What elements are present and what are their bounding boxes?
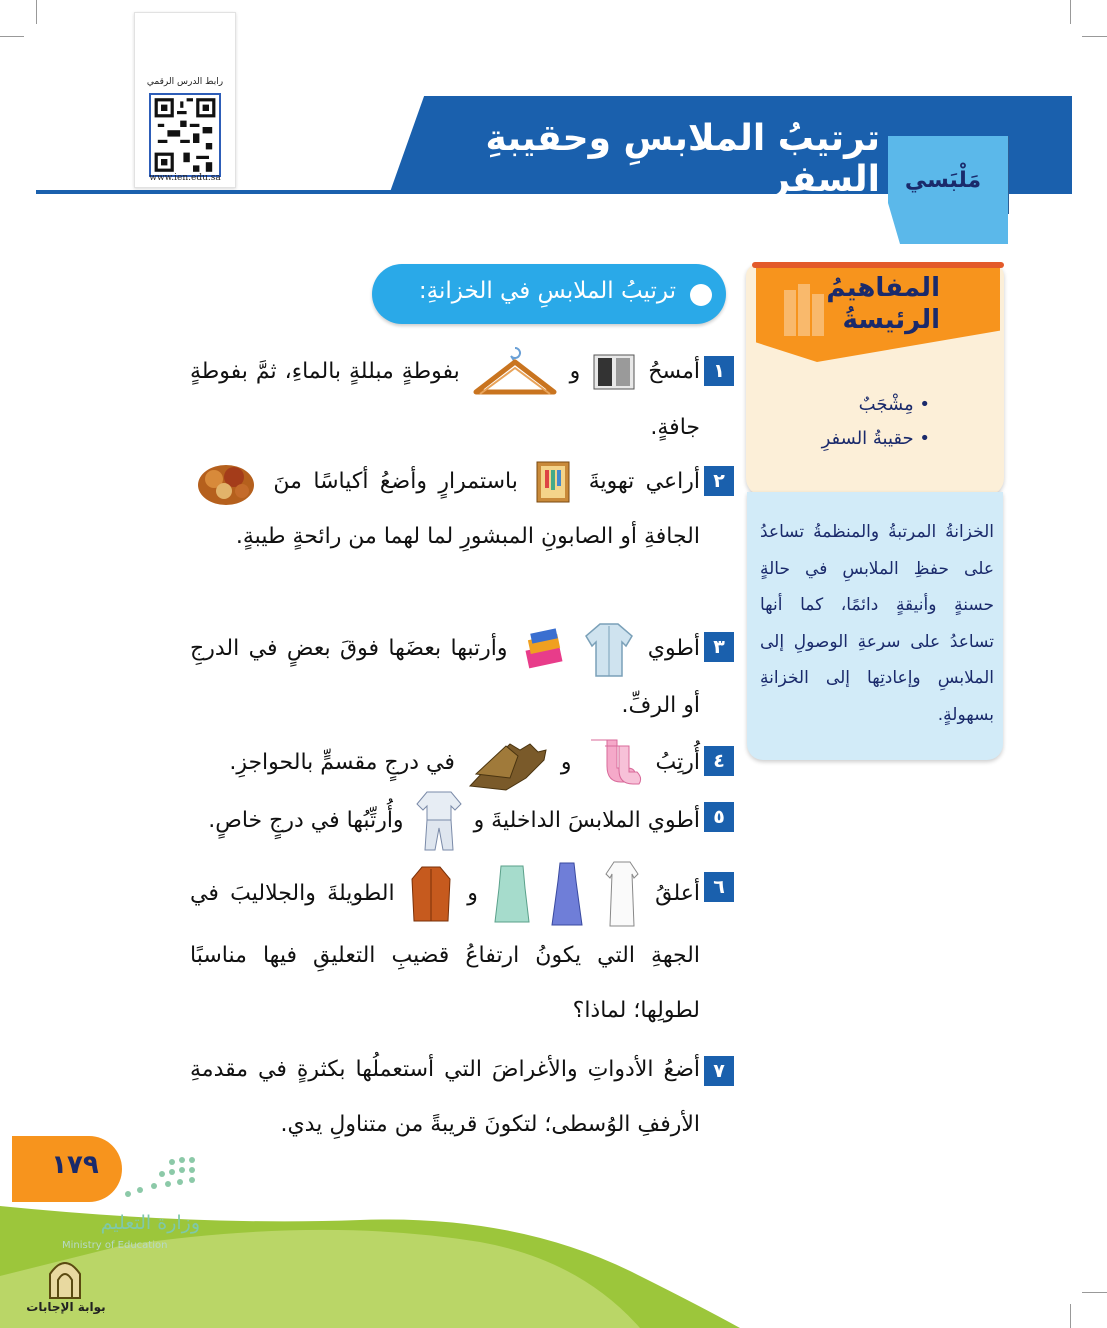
crop-mark bbox=[0, 36, 24, 37]
step-number: ١ bbox=[704, 356, 734, 386]
step-text: أعلقُ bbox=[655, 881, 700, 906]
folded-clothes-icon bbox=[521, 627, 567, 671]
ministry-logo-dots-icon bbox=[120, 1156, 200, 1200]
key-concepts-banner-edge bbox=[752, 262, 1004, 268]
step-text: باستمرارٍ وأضعُ أكياسًا منَ bbox=[273, 469, 518, 494]
closet-icon bbox=[592, 353, 636, 391]
bullet-icon bbox=[690, 284, 712, 306]
step-text: و bbox=[560, 750, 572, 775]
step-number: ٣ bbox=[704, 632, 734, 662]
step-7 bbox=[190, 1042, 700, 1152]
socks-icon bbox=[583, 738, 645, 788]
step-number: ٦ bbox=[704, 872, 734, 902]
thobe-icon bbox=[604, 860, 640, 928]
step-5 bbox=[190, 790, 700, 852]
step-text: أضعُ الأدواتِ والأغراضَ التي أستعملُها بكثرةٍ في مقدمةِ الأرففِ الوُسطى؛ لتكونَ قريبةً من متناولِ يدي. bbox=[190, 1057, 700, 1137]
pajamas-icon bbox=[415, 790, 463, 852]
key-concepts-title-line1: المفاهيمُ bbox=[826, 273, 940, 303]
step-text: أُرتِبُ bbox=[655, 750, 700, 775]
qr-card[interactable] bbox=[134, 12, 236, 188]
ministry-name-english: Ministry of Education bbox=[62, 1240, 168, 1251]
step-text: و bbox=[467, 881, 478, 906]
step-text: و bbox=[569, 359, 581, 384]
gateway-label: بوابة الإجابات bbox=[26, 1300, 106, 1314]
step-text: أطوي bbox=[647, 636, 700, 661]
step-number: ٧ bbox=[704, 1056, 734, 1086]
step-text: أراعي تهويةَ bbox=[588, 469, 700, 494]
step-number: ٤ bbox=[704, 746, 734, 776]
step-text: أطوي الملابسَ الداخليةَ و bbox=[473, 808, 700, 833]
coat-icon bbox=[410, 865, 452, 923]
qr-code-icon[interactable] bbox=[149, 93, 221, 177]
step-4 bbox=[190, 734, 700, 792]
hanger-icon bbox=[472, 344, 558, 400]
step-text: وأرتبها بعضَها فوقَ بعضٍ في الدرجِ أو الرفِّ. bbox=[190, 636, 700, 718]
step-text: بفوطةٍ مبللةٍ بالماءِ، ثمَّ بفوطةٍ جافةٍ. bbox=[190, 359, 700, 440]
step-text: الجافةِ أو الصابونِ المبشورِ لما لهما من رائحةٍ طيبةٍ. bbox=[235, 524, 700, 549]
potpourri-icon bbox=[194, 455, 258, 509]
step-3 bbox=[190, 620, 700, 733]
qr-caption: رابط الدرس الرقمي bbox=[146, 77, 224, 87]
key-concept-item: • مِشْجَبٌ bbox=[770, 388, 930, 422]
key-concept-item: • حقيبةُ السفرِ bbox=[770, 422, 930, 456]
step-number: ٢ bbox=[704, 466, 734, 496]
step-6 bbox=[190, 860, 700, 1038]
key-concepts-title bbox=[770, 272, 940, 336]
crop-mark bbox=[1082, 36, 1107, 37]
open-wardrobe-icon bbox=[533, 460, 573, 504]
qr-url[interactable]: www.ien.edu.sa bbox=[149, 173, 221, 183]
section-heading: ترتيبُ الملابسِ في الخزانةِ: bbox=[418, 278, 676, 304]
step-text: في درجٍ مقسمٍّ بالحواجزِ. bbox=[229, 750, 455, 775]
page-number: ١٧٩ bbox=[51, 1150, 99, 1180]
gateway-logo-icon bbox=[44, 1256, 86, 1300]
page-title: ترتيبُ الملابسِ وحقيبةِ السفرِ bbox=[485, 118, 880, 200]
unit-tab-label: مَلْبَسي bbox=[904, 168, 982, 193]
shirt-icon bbox=[584, 620, 634, 678]
key-concepts-list bbox=[770, 388, 930, 456]
crop-mark bbox=[36, 0, 37, 24]
ministry-name-arabic: وزارة التعليم bbox=[100, 1212, 200, 1234]
step-number: ٥ bbox=[704, 802, 734, 832]
step-1 bbox=[190, 344, 700, 455]
step-2 bbox=[190, 454, 700, 564]
gloves-icon bbox=[466, 734, 550, 792]
crop-mark bbox=[1070, 0, 1071, 24]
key-concepts-title-line2: الرئيسةُ bbox=[842, 305, 940, 335]
dress-icon bbox=[550, 861, 584, 927]
step-text: وأُرتِّبُها في درجٍ خاصٍ. bbox=[208, 808, 404, 833]
info-text: الخزانةُ المرتبةُ والمنظمةُ تساعدُ على حفظِ الملابسِ في حالةٍ حسنةٍ وأنيقةٍ دائمًا، كما أنها تساعدُ على سرعةِ الوصولِ إلى الملابسِ وإعادتِها إلى الخزانةِ بسهولةٍ. bbox=[760, 522, 994, 725]
long-dress-icon bbox=[493, 864, 531, 924]
step-text: أمسحُ bbox=[648, 359, 700, 384]
step-text: الطويلةَ والجلاليبَ في الجهةِ التي يكونُ ارتفاعُ قضيبِ التعليقِ فيها مناسبًا لطولِها؛ لماذا؟ bbox=[190, 881, 700, 1023]
